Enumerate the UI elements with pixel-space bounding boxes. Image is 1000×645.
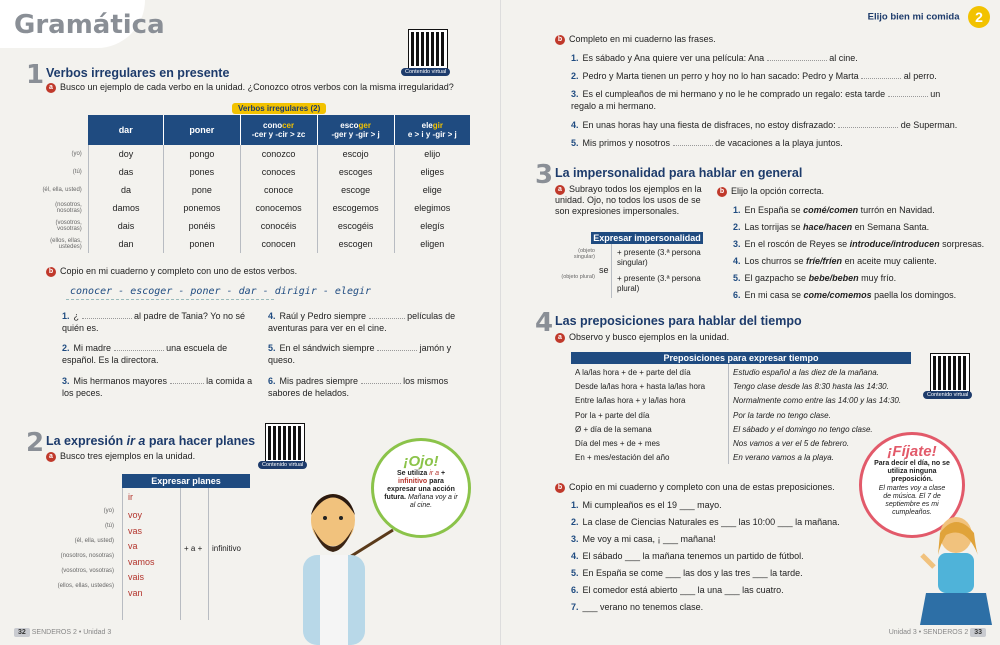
pronoun-label: (yo) [71,151,82,157]
rule-row: Por la + parte del día [575,410,650,420]
col-header-elegir: elegir e > i y -gir > j [394,115,470,145]
rule-row: A la/las hora + de + parte del día [575,368,691,377]
ir-form: van [128,587,143,598]
instruction-2b [555,34,716,45]
list-item: 3. Me voy a mi casa, ¡ ___ mañana! [571,534,716,544]
section-title-verbos: Verbos irregulares en presente [46,66,230,80]
example-row: Estudio español a las diez de la mañana. [733,368,879,377]
fijate-example: El martes voy a clase de música. El 7 de septiembre es mi cumpleaños. [878,485,946,516]
list-item: 3. Mis hermanos mayores la comida a los peces. [62,376,253,398]
list-item: 5. El gazpacho se bebe/beben muy frío. [733,273,897,283]
list-item: 5. En España se come ___ las dos y las tres ___ la tarde. [571,568,803,578]
pronoun-label: (tú) [72,169,82,175]
section-number-3: 3 [535,160,554,190]
list-item: 4. Raúl y Pedro siempre películas de aventuras para ver en el cine. [268,311,456,333]
footer-right [889,628,986,637]
irregular-verbs-table [30,115,470,253]
instruction-4b [555,482,835,493]
example-row: Tengo clase desde las 8:30 hasta las 14:30. [733,382,889,392]
table-cell: escogemos [317,199,394,217]
table-cell: conocemos [240,199,317,217]
rule-row: En + mes/estación del año [575,453,670,463]
table-cell: escoge [317,181,394,199]
fijate-title: ¡Fíjate! [887,443,937,460]
plans-table-header: Expresar planes [122,474,250,488]
pronoun-label: (ellos, ellas, ustedes) [50,238,82,250]
list-item: 2. Las torrijas se hace/hacen en Semana Santa. [733,222,930,232]
qr-code-2[interactable] [266,424,304,462]
instruction-3b-text: Elijo la opción correcta. [731,186,825,196]
table-row [30,235,470,253]
se-label: se [599,265,609,275]
instruction-1b-text: Copio en mi cuaderno y completo con uno de estos verbos. [60,266,298,276]
instruction-1a [46,82,454,93]
prepositions-rules [575,366,725,465]
qr-code-3[interactable] [931,354,969,392]
footer-left [14,628,111,637]
ir-form: vas [128,525,143,536]
badge-a: a [46,83,56,93]
badge-b: b [555,483,565,493]
instruction-1b [46,266,297,277]
plus-a-label: + a + [184,544,203,553]
ir-form: va [128,541,138,551]
col-header-escoger: escoger -ger y -gir > j [317,115,394,145]
instruction-4a [555,332,729,343]
pronoun-label: (ellos, ellas, ustedes) [57,583,114,589]
prepositions-table-header: Preposiciones para expresar tiempo [571,352,911,364]
irregular-verbs-tag: Verbos irregulares (2) [232,103,326,114]
table-cell: eligen [394,235,470,253]
student-illustration [916,515,996,635]
badge-a: a [46,452,56,462]
list-item: 5. Mis primos y nosotros de vacaciones a la playa juntos. [571,138,843,148]
badge-b: b [46,267,56,277]
instruction-2a-text: Busco tres ejemplos en la unidad. [60,451,196,461]
table-cell: escoges [317,163,394,181]
qr-label-2: Contenido virtual [258,461,307,469]
list-item: 1. Mi cumpleaños es el 19 ___ mayo. [571,500,722,510]
table-cell: da [88,181,163,199]
table-cell: ponen [164,235,240,253]
table-row [30,217,470,235]
objeto-singular-label: (objeto singular) [573,248,595,260]
table-row [30,199,470,217]
list-item: 1. ¿ al padre de Tania? Yo no sé quién es. [62,311,245,333]
table-cell: conocen [240,235,317,253]
unit-header [868,6,990,28]
instruction-4a-text: Observo y busco ejemplos en la unidad. [569,332,730,342]
instruction-2b-text: Completo en mi cuaderno las frases. [569,34,716,44]
table-cell: conocéis [240,217,317,235]
list-item: 6. El comedor está abierto ___ la una ___ las cuatro. [571,585,784,595]
table-cell: das [88,163,163,181]
presente-plural: + presente (3.ª persona plural) [617,274,701,293]
table-cell: dais [88,217,163,235]
rule-row: Desde la/las hora + hasta la/las hora [575,382,706,392]
table-cell: doy [88,145,163,163]
table-cell: elegís [394,217,470,235]
table-cell: conoces [240,163,317,181]
pronoun-label: (nosotros, nosotras) [60,553,114,559]
list-item: 2. Mi madre una escuela de español. Es la directora. [62,343,228,365]
table-cell: pone [164,181,240,199]
qr-label-1: Contenido virtual [401,68,450,76]
qr-label-3: Contenido virtual [923,391,972,399]
section-number-4: 4 [535,308,554,338]
section-title-impersonalidad: La impersonalidad para hablar en general [555,166,803,180]
unit-header-title: Elijo bien mi comida [867,11,960,23]
badge-a: a [555,333,565,343]
col-header-dar: dar [88,115,163,145]
instruction-1a-text: Busco un ejemplo de cada verbo en la unidad. ¿Conozco otros verbos con la misma irregularidad? [60,82,454,92]
pronoun-label: (nosotros, nosotras) [55,202,82,214]
rule-row: Entre la/las hora + y la/las hora [575,396,686,406]
list-item: 2. Pedro y Marta tienen un perro y hoy no lo han sacado: Pedro y Marta al perro. [571,71,937,81]
ojo-note [371,438,471,538]
list-item: 4. Los churros se fríe/fríen en aceite muy caliente. [733,256,937,266]
verbs-word-box: conocer - escoger - poner - dar - dirigir - elegir [66,284,274,300]
ojo-title: ¡Ojo! [403,453,439,470]
list-item: 3. Es el cumpleaños de mi hermano y no le he comprado un regalo: esta tarde un regalo a mi hermano. [571,89,941,111]
pronoun-label: (vosotros, vosotras) [55,220,82,232]
footer-text: Unidad 3 • SENDEROS 2 [888,629,969,636]
presente-singular: + presente (3.ª persona singular) [617,248,701,267]
list-item: 4. El sábado ___ la mañana tenemos un partido de fútbol. [571,551,804,561]
list-item: 1. En España se comé/comen turrón en Navidad. [733,205,935,215]
list-item: 7. ___ verano no tenemos clase. [571,602,704,612]
ojo-text: Se utiliza ir a + infinitivo para expresar una acción futura. Mañana voy a ir al cine. [384,470,458,509]
section-number-1: 1 [26,60,45,90]
qr-code-1[interactable] [409,30,447,68]
col-header-conocer: conocer -cer y -cir > zc [240,115,317,145]
section-number-2: 2 [26,428,45,458]
unit-number: 2 [968,6,990,28]
pronoun-label: (vosotros, vosotras) [61,568,114,574]
table-cell: eliges [394,163,470,181]
table-cell: dan [88,235,163,253]
ir-forms [128,508,155,601]
pronoun-label: (tú) [105,523,114,529]
list-item: 1. Es sábado y Ana quiere ver una película: Ana al cine. [571,53,858,63]
table-cell: escogen [317,235,394,253]
badge-b: b [555,35,565,45]
instruction-3a [555,184,705,217]
ir-form: vamos [128,556,155,567]
list-item: 3. En el roscón de Reyes se introduce/introducen sorpresas. [733,239,985,249]
objeto-plural-label: (objeto plural) [561,274,595,280]
rule-row: Día del mes + de + mes [575,439,660,449]
table-cell: escojo [317,145,394,163]
ir-form: voy [128,510,143,520]
table-cell: pones [164,163,240,181]
table-row [30,163,470,181]
badge-a: a [555,185,565,195]
fijate-text: Para decir el día, no se utiliza ninguna preposición. [874,460,950,483]
example-row: El sábado y el domingo no tengo clase. [733,424,873,434]
infinitivo-label: infinitivo [212,544,241,553]
example-row: En verano vamos a la playa. [733,453,834,463]
impersonal-table-header: Expresar impersonalidad [591,232,703,244]
table-row [30,145,470,163]
table-cell: elegimos [394,199,470,217]
table-cell: ponemos [164,199,240,217]
instruction-3b [717,186,824,197]
page-number: 33 [970,628,986,637]
table-cell: conoce [240,181,317,199]
table-cell: escogéis [317,217,394,235]
pronoun-column [30,508,120,598]
list-item: 6. Mis padres siempre los mismos sabores de helados. [268,376,449,398]
table-cell: elijo [394,145,470,163]
right-page [500,0,1000,645]
example-row: Por la tarde no tengo clase. [733,410,831,420]
pronoun-label: (él, ella, usted) [74,538,114,544]
example-row: Normalmente como entre las 14:00 y las 14:30. [733,396,902,406]
list-item: 4. En unas horas hay una fiesta de disfraces, no estoy disfrazado: de Superman. [571,120,958,130]
footer-text: SENDEROS 2 • Unidad 3 [31,629,112,636]
section-title-ir-a: La expresión ir a para hacer planes [46,434,256,448]
table-cell: elige [394,181,470,199]
ir-form: vais [128,572,145,582]
pronoun-label: (él, ella, usted) [42,187,82,193]
list-item: 6. En mi casa se come/comemos paella los domingos. [733,290,957,300]
example-row: Nos vamos a ver el 5 de febrero. [733,439,850,449]
table-row [30,181,470,199]
list-item: 2. La clase de Ciencias Naturales es ___ las 10:00 ___ la mañana. [571,517,840,527]
instruction-2a [46,451,195,462]
table-cell: conozco [240,145,317,163]
grammar-header: Gramática [14,10,165,40]
list-item: 5. En el sándwich siempre jamón y queso. [268,343,452,365]
table-cell: pongo [164,145,240,163]
badge-b: b [717,187,727,197]
instruction-4b-text: Copio en mi cuaderno y completo con una de estas preposiciones. [569,482,835,492]
table-cell: damos [88,199,163,217]
page-number: 32 [14,628,30,637]
rule-row: Ø + día de la semana [575,424,652,434]
ir-label: ir [128,492,133,502]
col-header-poner: poner [164,115,240,145]
section-title-preposiciones: Las preposiciones para hablar del tiempo [555,314,802,328]
instruction-3a-text: Subrayo todos los ejemplos en la unidad. Ojo, no todos los usos de se son expresiones impersonales. [555,184,702,216]
pronoun-label: (yo) [103,508,114,514]
table-cell: ponéis [164,217,240,235]
